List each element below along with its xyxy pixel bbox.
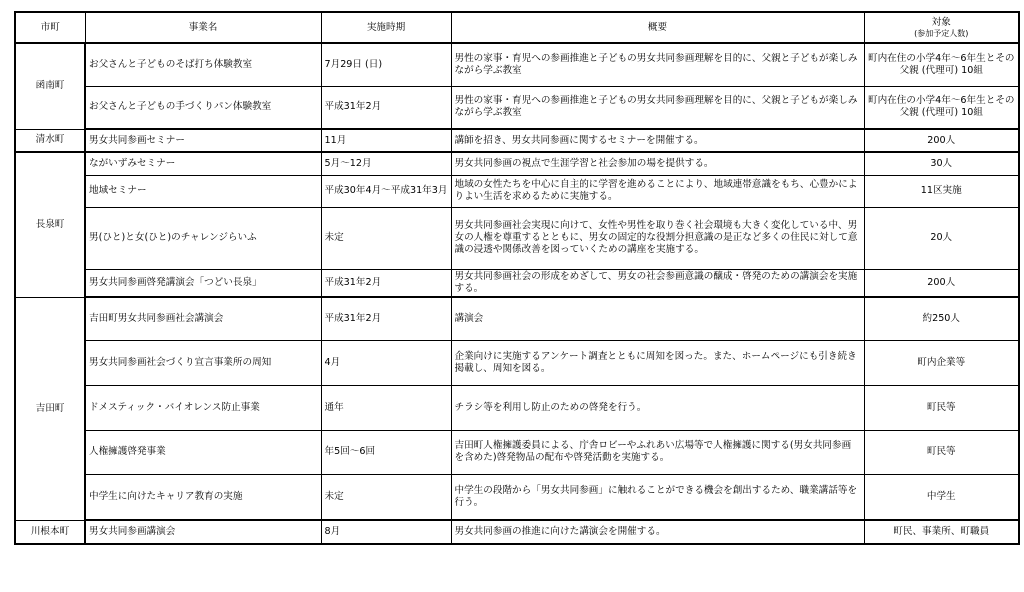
header-period: 実施時期 bbox=[321, 12, 451, 43]
table-row bbox=[15, 340, 1019, 385]
period-cell: 5月～12月 bbox=[321, 152, 451, 175]
period-cell: 平成31年2月 bbox=[321, 297, 451, 340]
target-cell: 200人 bbox=[864, 269, 1019, 297]
period-cell: 未定 bbox=[321, 207, 451, 269]
project-cell: 男女共同参画講演会 bbox=[85, 520, 321, 544]
period-cell: 8月 bbox=[321, 520, 451, 544]
table-row bbox=[15, 297, 1019, 340]
period-cell: 年5回～6回 bbox=[321, 430, 451, 474]
summary-cell: 男性の家事・育児への参画推進と子どもの男女共同参画理解を目的に、父親と子どもが楽しみながら学ぶ教室 bbox=[451, 86, 864, 129]
target-cell: 町内在住の小学4年～6年生とその父親 (代理可) 10組 bbox=[864, 43, 1019, 86]
header-town: 市町 bbox=[15, 12, 85, 43]
target-cell: 30人 bbox=[864, 152, 1019, 175]
target-cell: 町内在住の小学4年～6年生とその父親 (代理可) 10組 bbox=[864, 86, 1019, 129]
target-cell: 約250人 bbox=[864, 297, 1019, 340]
summary-cell: 講演会 bbox=[451, 297, 864, 340]
target-cell: 町民等 bbox=[864, 430, 1019, 474]
summary-cell: 中学生の段階から「男女共同参画」に触れることができる機会を創出するため、職業講話等を行う。 bbox=[451, 474, 864, 520]
table-row bbox=[15, 86, 1019, 129]
table-container bbox=[14, 11, 1020, 545]
header-target-label: 対象 bbox=[931, 17, 951, 28]
summary-cell: 男性の家事・育児への参画推進と子どもの男女共同参画理解を目的に、父親と子どもが楽しみながら学ぶ教室 bbox=[451, 43, 864, 86]
table-row bbox=[15, 207, 1019, 269]
header-target-sub: (参加予定人数) bbox=[914, 29, 969, 38]
project-cell: 地域セミナー bbox=[85, 175, 321, 207]
period-cell: 未定 bbox=[321, 474, 451, 520]
project-cell: ドメスティック・バイオレンス防止事業 bbox=[85, 385, 321, 430]
summary-cell: 男女共同参画の推進に向けた講演会を開催する。 bbox=[451, 520, 864, 544]
town-cell: 吉田町 bbox=[15, 297, 85, 520]
header-project: 事業名 bbox=[85, 12, 321, 43]
target-cell: 中学生 bbox=[864, 474, 1019, 520]
header-target bbox=[864, 12, 1019, 43]
project-cell: お父さんと子どものそば打ち体験教室 bbox=[85, 43, 321, 86]
period-cell: 平成31年2月 bbox=[321, 86, 451, 129]
project-cell: 中学生に向けたキャリア教育の実施 bbox=[85, 474, 321, 520]
period-cell: 4月 bbox=[321, 340, 451, 385]
project-cell: 男女共同参画社会づくり宣言事業所の周知 bbox=[85, 340, 321, 385]
summary-cell: チラシ等を利用し防止のための啓発を行う。 bbox=[451, 385, 864, 430]
summary-cell: 企業向けに実施するアンケート調査とともに周知を図った。また、ホームページにも引き続き掲載し、周知を図る。 bbox=[451, 340, 864, 385]
project-cell: 男(ひと)と女(ひと)のチャレンジらいふ bbox=[85, 207, 321, 269]
summary-cell: 吉田町人権擁護委員による、庁舎ロビーやふれあい広場等で人権擁護に関する(男女共同参画を含めた)啓発物品の配布や啓発活動を実施する。 bbox=[451, 430, 864, 474]
project-cell: ながいずみセミナー bbox=[85, 152, 321, 175]
table-row bbox=[15, 430, 1019, 474]
summary-cell: 男女共同参画の視点で生涯学習と社会参加の場を提供する。 bbox=[451, 152, 864, 175]
period-cell: 平成30年4月～平成31年3月 bbox=[321, 175, 451, 207]
project-cell: お父さんと子どもの手づくりパン体験教室 bbox=[85, 86, 321, 129]
table-row bbox=[15, 43, 1019, 86]
table-row bbox=[15, 175, 1019, 207]
town-cell: 函南町 bbox=[15, 43, 85, 129]
events-table bbox=[14, 11, 1020, 545]
project-cell: 人権擁護啓発事業 bbox=[85, 430, 321, 474]
project-cell: 吉田町男女共同参画社会講演会 bbox=[85, 297, 321, 340]
table-row bbox=[15, 269, 1019, 297]
header-summary: 概要 bbox=[451, 12, 864, 43]
target-cell: 11区実施 bbox=[864, 175, 1019, 207]
table-row bbox=[15, 474, 1019, 520]
project-cell: 男女共同参画啓発講演会「つどい長泉」 bbox=[85, 269, 321, 297]
table-row bbox=[15, 152, 1019, 175]
period-cell: 平成31年2月 bbox=[321, 269, 451, 297]
town-cell: 長泉町 bbox=[15, 152, 85, 297]
summary-cell: 地域の女性たちを中心に自主的に学習を進めることにより、地域連帯意識をもち、心豊かによりよい生活を求めるために実施する。 bbox=[451, 175, 864, 207]
period-cell: 通年 bbox=[321, 385, 451, 430]
period-cell: 7月29日 (日) bbox=[321, 43, 451, 86]
summary-cell: 男女共同参画社会の形成をめざして、男女の社会参画意識の醸成・啓発のための講演会を実施する。 bbox=[451, 269, 864, 297]
town-cell: 清水町 bbox=[15, 129, 85, 152]
table-row bbox=[15, 129, 1019, 152]
summary-cell: 講師を招き、男女共同参画に関するセミナーを開催する。 bbox=[451, 129, 864, 152]
header-row bbox=[15, 12, 1019, 43]
town-cell: 川根本町 bbox=[15, 520, 85, 544]
target-cell: 町民、事業所、町職員 bbox=[864, 520, 1019, 544]
project-cell: 男女共同参画セミナー bbox=[85, 129, 321, 152]
target-cell: 200人 bbox=[864, 129, 1019, 152]
table-row bbox=[15, 520, 1019, 544]
summary-cell: 男女共同参画社会実現に向けて、女性や男性を取り巻く社会環境も大きく変化している中、男女の人権を尊重するとともに、男女の固定的な役割分担意識の是正など多くの住民に対して意識の浸透や関係改善を図っていくための講座を実施する。 bbox=[451, 207, 864, 269]
target-cell: 町民等 bbox=[864, 385, 1019, 430]
period-cell: 11月 bbox=[321, 129, 451, 152]
target-cell: 20人 bbox=[864, 207, 1019, 269]
table-body bbox=[15, 43, 1019, 544]
target-cell: 町内企業等 bbox=[864, 340, 1019, 385]
table-row bbox=[15, 385, 1019, 430]
